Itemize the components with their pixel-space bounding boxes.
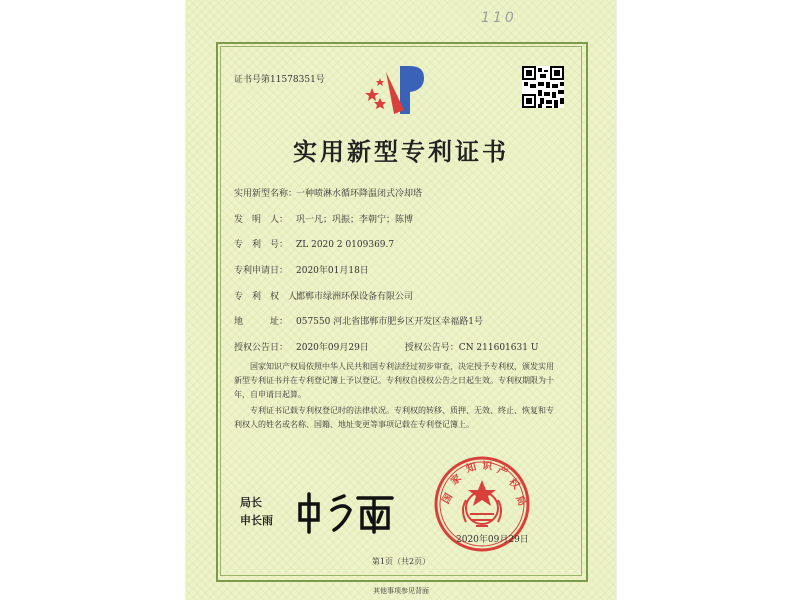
svg-text:家: 家 — [449, 472, 464, 488]
field-utility-name — [234, 186, 422, 199]
field-label: 专 利 号： — [234, 240, 289, 250]
field-label: 发 明 人： — [234, 215, 289, 225]
field-value: 2020年09月29日 授权公告号：CN 211601631 U — [296, 343, 539, 353]
svg-text:局: 局 — [513, 494, 528, 508]
field-label: 地 址： — [234, 317, 289, 327]
field-label: 授权公告日： — [234, 343, 289, 353]
paragraph-grant: 国家知识产权局依照中华人民共和国专利法经过初步审查，决定授予专利权，颁发实用新型专利证书并在专利登记簿上予以登记。专利权自授权公告之日起生效。专利权期限为十年，自申请日起算。 — [234, 362, 554, 399]
field-label: 实用新型名称： — [234, 189, 298, 199]
field-label: 专利申请日： — [234, 266, 289, 276]
field-label: 专 利 权 人： — [234, 292, 307, 302]
svg-text:国: 国 — [440, 491, 456, 506]
field-patentee — [234, 289, 413, 302]
director-name: 申长雨 — [240, 514, 273, 527]
qr-code — [522, 66, 564, 108]
field-value: 邯郸市绿洲环保设备有限公司 — [296, 292, 414, 302]
field-address — [234, 314, 483, 327]
field-value: 057550 河北省邯郸市肥乡区开发区幸福路1号 — [296, 317, 483, 327]
paragraph-legal-status: 专利证书记载专利权登记时的法律状况。专利权的转移、质押、无效、终止、恢复和专利权人的姓名或名称、国籍、地址变更等事项记载在专利登记簿上。 — [234, 406, 554, 429]
svg-text:知: 知 — [465, 461, 478, 476]
field-value: 2020年01月18日 — [296, 266, 369, 276]
seal-date: 2020年09月29日 — [456, 535, 529, 545]
certificate-number: 证书号第11578351号 — [234, 75, 325, 85]
field-value: 巩一凡；巩振；李朝宁；陈博 — [296, 215, 414, 225]
director-title: 局长 — [240, 496, 262, 509]
field-value: ZL 2020 2 0109369.7 — [296, 240, 395, 250]
field-patent-number — [234, 237, 394, 250]
field-inventors — [234, 212, 413, 225]
page-number: 第1页（共2页） — [371, 557, 431, 566]
director-signature — [294, 486, 404, 538]
svg-text:产: 产 — [495, 464, 509, 479]
certificate-sheet — [186, 0, 616, 600]
svg-text:识: 识 — [481, 460, 493, 473]
cnipa-logo — [364, 62, 428, 118]
field-value: 一种喷淋水循环降温闭式冷却塔 — [296, 189, 423, 199]
field-filing-date — [234, 263, 369, 276]
certificate-title: 实用新型专利证书 — [293, 137, 509, 166]
handwritten-note: 110 — [481, 10, 517, 26]
footer-note: 其他事项参见背面 — [373, 587, 429, 595]
svg-text:权: 权 — [506, 476, 522, 492]
field-grant-date — [234, 340, 538, 353]
